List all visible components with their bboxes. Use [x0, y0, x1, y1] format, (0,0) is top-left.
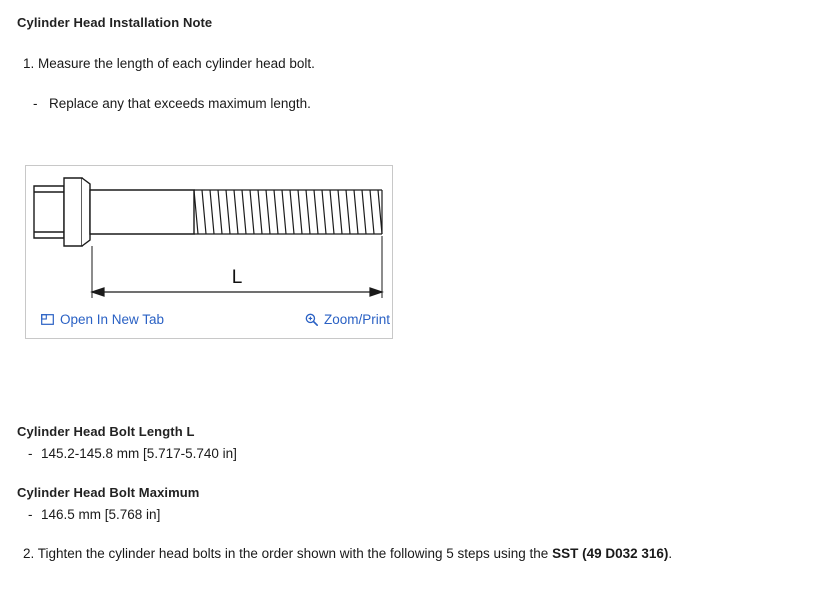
open-in-new-tab-link[interactable]	[41, 312, 164, 327]
sst-reference: SST (49 D032 316)	[552, 546, 669, 561]
magnifier-icon	[305, 313, 318, 326]
instruction-step-1: 1. Measure the length of each cylinder head bolt.	[23, 56, 315, 71]
spec-bolt-length-text: 145.2-145.8 mm [5.717-5.740 in]	[41, 446, 237, 461]
page-title: Cylinder Head Installation Note	[17, 15, 213, 30]
instruction-step-2	[23, 546, 672, 561]
spec-bolt-maximum-title: Cylinder Head Bolt Maximum	[17, 485, 200, 500]
zoom-print-label: Zoom/Print	[323, 312, 390, 327]
dimension-label: L	[231, 267, 243, 288]
spec-bolt-maximum-value	[28, 507, 160, 522]
spec-bolt-maximum-text: 146.5 mm [5.768 in]	[41, 507, 161, 522]
zoom-print-link[interactable]	[305, 312, 390, 327]
new-tab-icon	[41, 313, 54, 326]
open-in-new-tab-label: Open In New Tab	[60, 312, 165, 327]
bullet-dash: -	[28, 507, 33, 522]
instruction-sub-bullet	[33, 96, 311, 111]
bolt-diagram	[26, 166, 392, 306]
spec-bolt-length-value	[28, 446, 237, 461]
bullet-dash: -	[33, 96, 38, 111]
instruction-step-2-prefix: 2. Tighten the cylinder head bolts in the order shown with the following 5 steps using the	[23, 546, 553, 561]
figure-toolbar	[26, 306, 392, 338]
figure-panel	[25, 165, 393, 339]
instruction-sub-bullet-text: Replace any that exceeds maximum length.	[49, 96, 311, 111]
spec-bolt-length-title: Cylinder Head Bolt Length L	[17, 424, 195, 439]
bullet-dash: -	[28, 446, 33, 461]
instruction-step-2-suffix: .	[668, 546, 673, 561]
